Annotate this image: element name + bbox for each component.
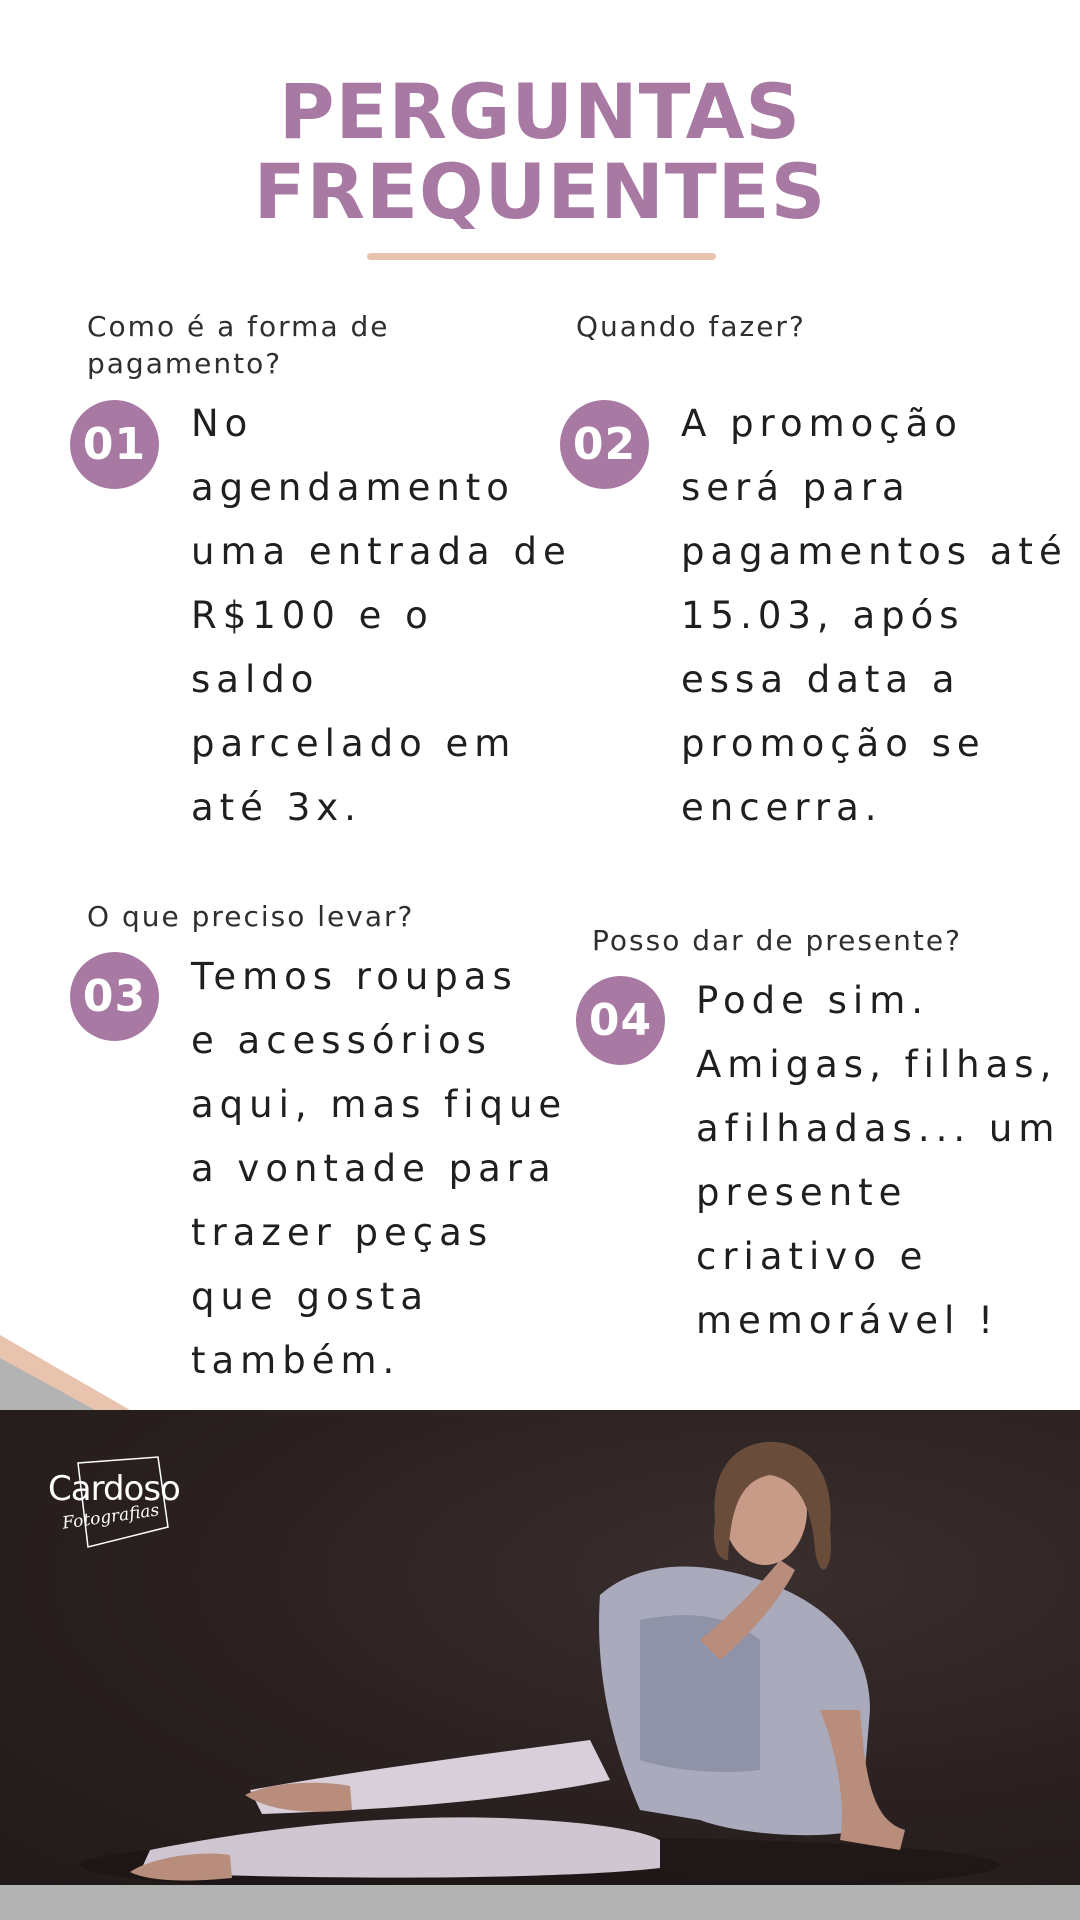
- logo-tagline: Fotografias: [61, 1500, 161, 1534]
- faq-answer-1: No agendamento uma entrada de R$100 e o saldo parcelado em até 3x.: [191, 402, 572, 829]
- brand-logo: [48, 1455, 188, 1555]
- faq-badge-2: 02: [560, 400, 649, 489]
- faq-badge-3: 03: [70, 952, 159, 1041]
- faq-answer-2: A promoção será para pagamentos até 15.03, após essa data a promoção se encerra.: [681, 402, 1068, 829]
- page-title: [0, 67, 1080, 236]
- faq-answer-3: Temos roupas e acessórios aqui, mas fique a vontade para trazer peças que gosta também.: [191, 955, 568, 1382]
- faq-badge-1: 01: [70, 400, 159, 489]
- title-line-2: FREQUENTES: [253, 147, 827, 236]
- faq-question-1: Como é a forma de pagamento?: [87, 310, 390, 380]
- title-line-1: PERGUNTAS: [278, 67, 802, 156]
- faq-answer-4: Pode sim. Amigas, filhas, afilhadas... um presente criativo e memorável !: [696, 979, 1061, 1342]
- faq-badge-4: 04: [576, 976, 665, 1065]
- faq-question-4: Posso dar de presente?: [592, 924, 962, 957]
- faq-question-3: O que preciso levar?: [87, 900, 415, 933]
- faq-question-2: Quando fazer?: [576, 310, 806, 343]
- logo-name: Cardoso: [48, 1469, 180, 1509]
- title-underline: [367, 253, 716, 260]
- footer-band: [0, 1885, 1080, 1920]
